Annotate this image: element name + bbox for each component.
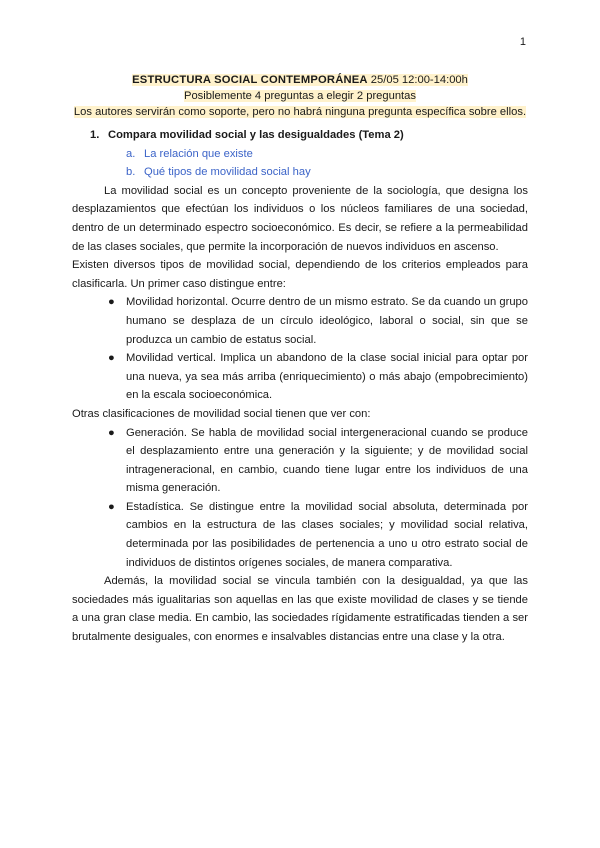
question-heading [90, 126, 528, 145]
list-item-text: Movilidad vertical. Implica un abandono de la clase social inicial para optar por una nueva, ya sea más arriba (enriquecimiento) o más abajo (empobrecimiento) en la escala socioeconómica. [126, 352, 528, 402]
bullet-icon: ● [108, 296, 115, 309]
question-text: Compara movilidad social y las desigualdades (Tema 2) [108, 129, 404, 141]
exam-subtitle: Posiblemente 4 preguntas a elegir 2 preguntas [184, 90, 416, 102]
body-paragraph: Otras clasificaciones de movilidad social tienen que ver con: [72, 407, 371, 420]
bullet-icon: ● [108, 426, 115, 439]
list-item [72, 293, 528, 349]
document-header [72, 72, 528, 120]
list-item [72, 349, 528, 405]
subitem-text: La relación que existe [144, 147, 253, 160]
note-line [72, 104, 528, 120]
question-subitem [126, 163, 528, 182]
body-paragraph: La movilidad social es un concepto proveniente de la sociología, que designa los desplazamientos que efectúan los individuos o los núcleos familiares de una sociedad, dentro de un determinado espectro socioeconómico. Es decir, se refiere a la permeabilidad de las clases sociales, que permite la incorporación de nuevos individuos en ascenso. [72, 184, 528, 253]
title-line [72, 72, 528, 88]
question-subitem [126, 145, 528, 164]
bullet-list [72, 293, 528, 405]
bullet-list [72, 424, 528, 573]
list-item-text: Generación. Se habla de movilidad social intergeneracional cuando se produce el desplazamiento entre una generación y la siguiente; y de movilidad social intrageneracional, en cambio, cuando tiene lugar entre los individuos de una misma generación. [126, 426, 528, 495]
exam-note: Los autores servirán como soporte, pero no habrá ninguna pregunta específica sobre ellos. [73, 106, 527, 118]
subitem-letter: b. [126, 166, 136, 179]
list-item [72, 498, 528, 572]
question-section [72, 126, 528, 647]
question-number: 1. [90, 129, 100, 141]
bullet-icon: ● [108, 500, 115, 513]
list-item-text: Movilidad horizontal. Ocurre dentro de un mismo estrato. Se da cuando un grupo humano se desplaza de un círculo ideológico, laboral o social, sin que se produzca un cambio de estatus social. [126, 296, 528, 346]
subtitle-line [72, 88, 528, 104]
bullet-icon: ● [108, 352, 115, 365]
body-paragraph: Existen diversos tipos de movilidad social, dependiendo de los criterios empleados para clasificarla. Un primer caso distingue entre: [72, 259, 528, 290]
body-paragraph: Además, la movilidad social se vincula también con la desigualdad, ya que las sociedades más igualitarias son aquellas en las que existe movilidad de clases y se tiende a una gran clase media. En cambio, las sociedades rígidamente estratificadas tienden a ser brutalmente desiguales, con enormes e insalvables distancias entre una clase y la otra. [72, 575, 528, 644]
list-item [72, 424, 528, 498]
document-title: ESTRUCTURA SOCIAL CONTEMPORÁNEA [132, 74, 368, 86]
subitem-letter: a. [126, 147, 136, 160]
exam-date-time: 25/05 12:00-14:00h [367, 74, 468, 86]
list-item-text: Estadística. Se distingue entre la movilidad social absoluta, determinada por cambios en la estructura de las clases sociales; y movilidad social relativa, determinada por las posibilidades de pertenencia a uno u otro estrato social de individuos de distintos orígenes sociales, de manera comparativa. [126, 500, 528, 569]
page-number: 1 [519, 36, 526, 48]
subitem-text: Qué tipos de movilidad social hay [144, 166, 311, 179]
